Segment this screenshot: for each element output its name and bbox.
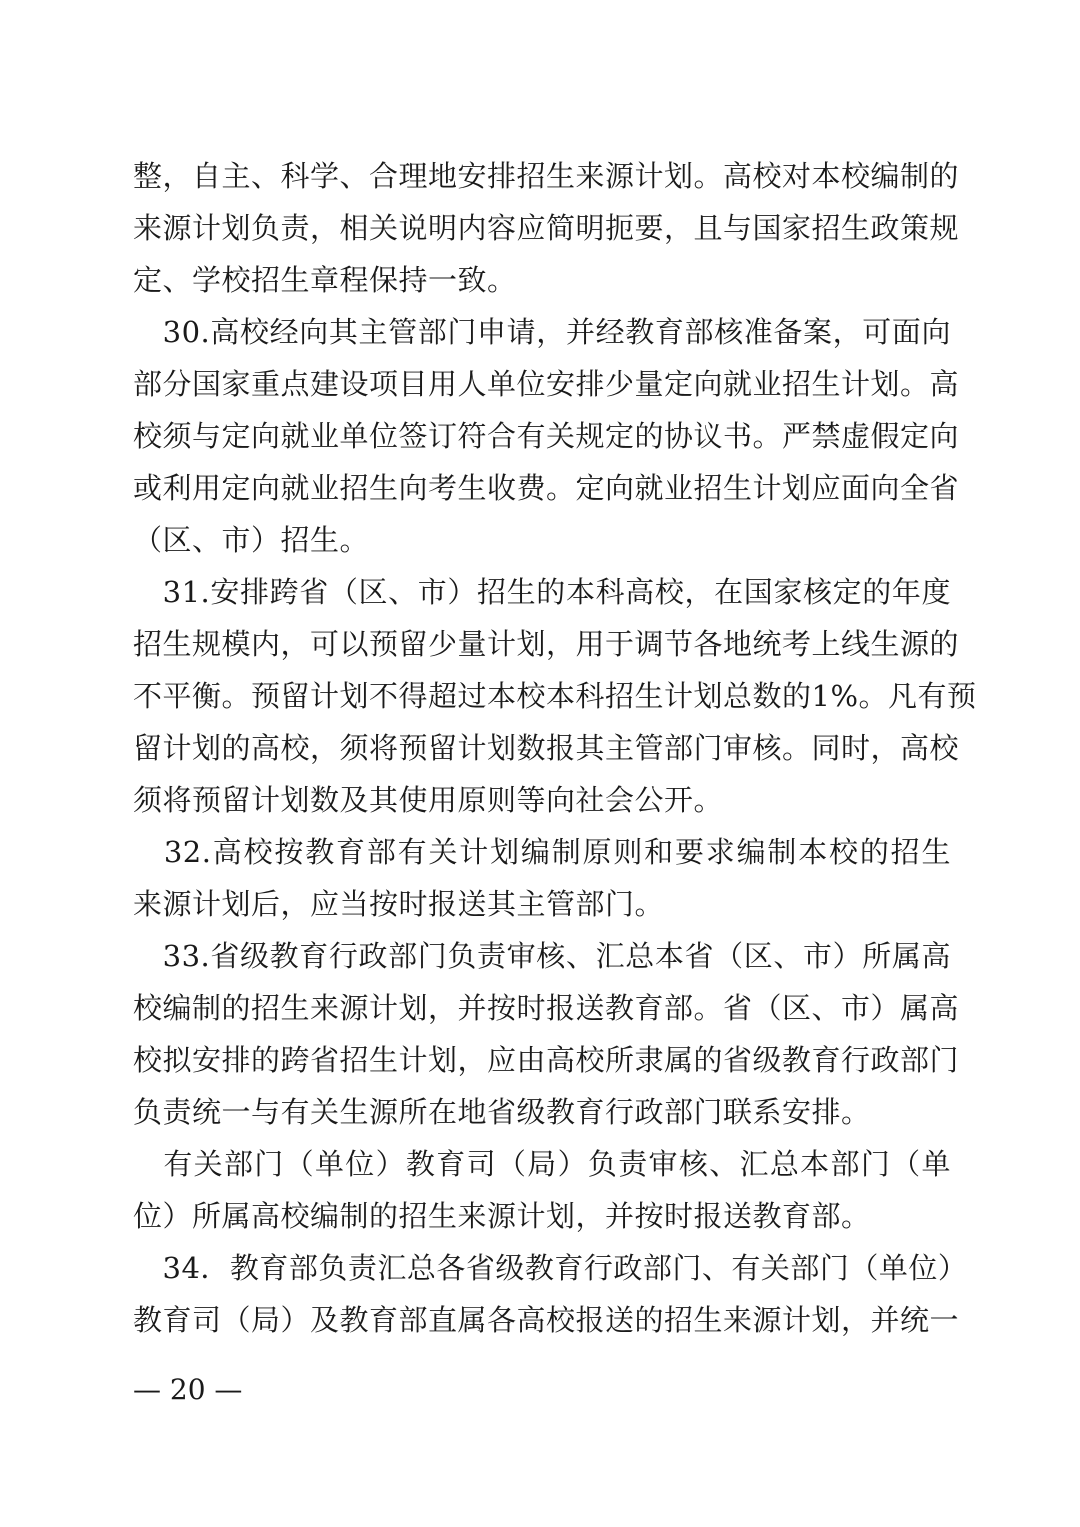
- text-line: 或利用定向就业招生向考生收费。定向就业招生计划应面向全省: [133, 471, 960, 505]
- text-line: 不平衡。预留计划不得超过本校本科招生计划总数的1%。凡有预: [133, 679, 977, 713]
- text-line: （区、市）招生。: [133, 523, 370, 557]
- text-line: 定、学校招生章程保持一致。: [133, 263, 517, 297]
- text-line: 32.高校按教育部有关计划编制原则和要求编制本校的招生: [133, 835, 951, 869]
- text-line: 留计划的高校，须将预留计划数报其主管部门审核。同时，高校: [133, 731, 960, 765]
- text-line: 来源计划后，应当按时报送其主管部门。: [133, 887, 665, 921]
- text-line: 有关部门（单位）教育司（局）负责审核、汇总本部门（单: [133, 1147, 951, 1181]
- text-line: 负责统一与有关生源所在地省级教育行政部门联系安排。: [133, 1095, 871, 1129]
- body-text: [133, 150, 977, 1346]
- text-line: 31.安排跨省（区、市）招生的本科高校，在国家核定的年度: [133, 575, 951, 609]
- text-line: 教育司（局）及教育部直属各高校报送的招生来源计划，并统一: [133, 1303, 960, 1337]
- text-line: 招生规模内，可以预留少量计划，用于调节各地统考上线生源的: [133, 627, 960, 661]
- text-line: 来源计划负责，相关说明内容应简明扼要，且与国家招生政策规: [133, 211, 960, 245]
- text-line: 校须与定向就业单位签订符合有关规定的协议书。严禁虚假定向: [133, 419, 960, 453]
- text-line: 校编制的招生来源计划，并按时报送教育部。省（区、市）属高: [133, 991, 960, 1025]
- text-line: 30.高校经向其主管部门申请，并经教育部核准备案，可面向: [133, 315, 951, 349]
- page-number: — 20 —: [133, 1373, 243, 1406]
- text-line: 整，自主、科学、合理地安排招生来源计划。高校对本校编制的: [133, 159, 960, 193]
- text-line: 校拟安排的跨省招生计划，应由高校所隶属的省级教育行政部门: [133, 1043, 960, 1077]
- text-line: 须将预留计划数及其使用原则等向社会公开。: [133, 783, 724, 817]
- text-line: 34．教育部负责汇总各省级教育行政部门、有关部门（单位）: [133, 1251, 968, 1285]
- text-line: 部分国家重点建设项目用人单位安排少量定向就业招生计划。高: [133, 367, 960, 401]
- text-line: 位）所属高校编制的招生来源计划，并按时报送教育部。: [133, 1199, 871, 1233]
- text-line: 33.省级教育行政部门负责审核、汇总本省（区、市）所属高: [133, 939, 951, 973]
